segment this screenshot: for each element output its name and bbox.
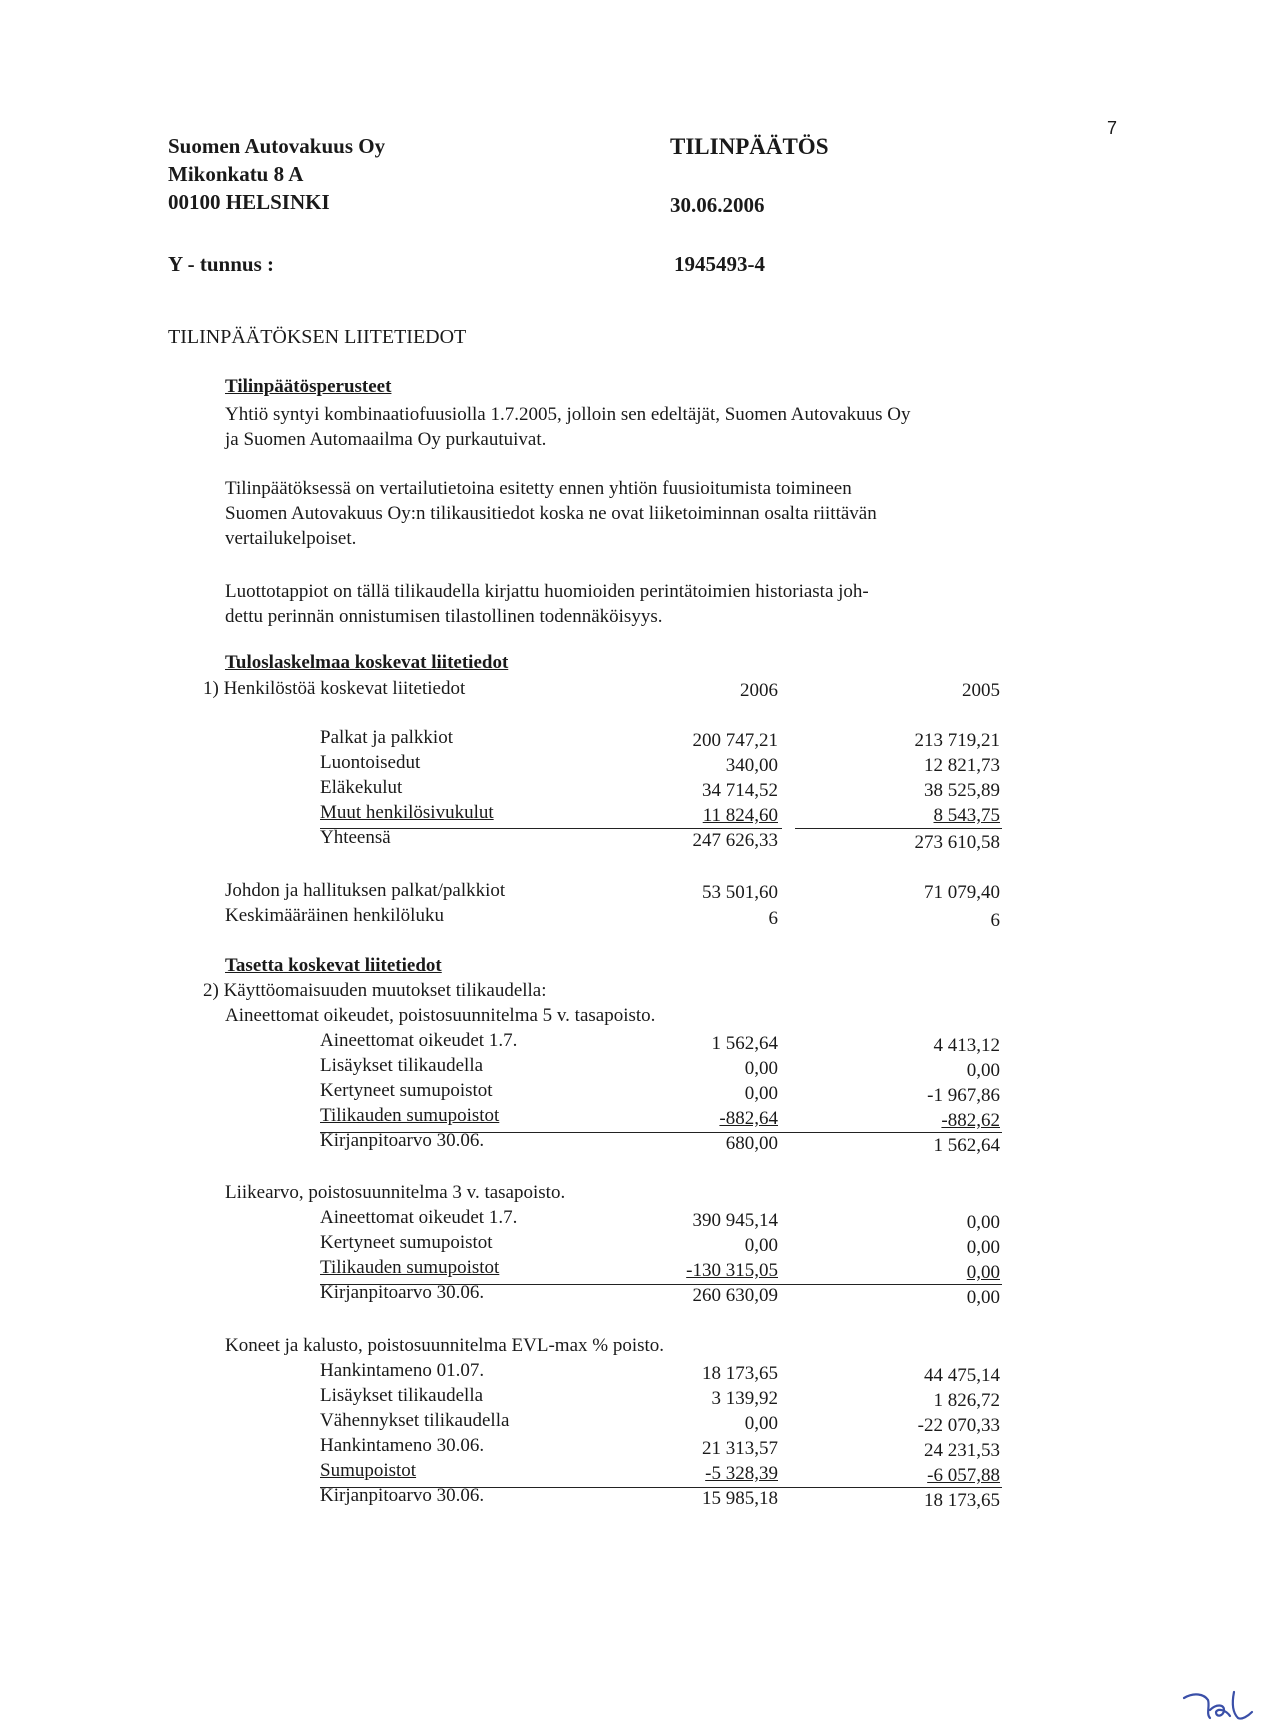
intangible-title: Aineettomat oikeudet, poistosuunnitelma 5 v. tasapoisto. xyxy=(225,1005,656,1026)
total-value-2005: 0,00 xyxy=(966,1287,1000,1308)
row-value-2005: 0,00 xyxy=(966,1212,1000,1233)
handwritten-initials xyxy=(1180,1688,1260,1728)
row-value-2005: 213 719,21 xyxy=(914,730,1000,751)
row-value-2006: 3 139,92 xyxy=(711,1388,778,1409)
basis-para2-line2: Suomen Autovakuus Oy:n tilikausitiedot koska ne ovat liiketoiminnan osalta riittävän xyxy=(225,503,877,524)
basis-heading: Tilinpäätösperusteet xyxy=(225,376,392,397)
row-label: Tilikauden sumupoistot xyxy=(320,1257,500,1278)
row-value-2006: 340,00 xyxy=(725,755,778,776)
basis-para2-line3: vertailukelpoiset. xyxy=(225,528,357,549)
row-value-2005: 1 826,72 xyxy=(933,1390,1000,1411)
total-value-2006: 260 630,09 xyxy=(692,1285,778,1306)
column-header-2006: 2006 xyxy=(740,680,778,701)
total-value-2006: 247 626,33 xyxy=(692,830,778,851)
row-value-2005: 0,00 xyxy=(966,1262,1000,1283)
row-label: Vähennykset tilikaudella xyxy=(320,1410,510,1431)
total-value-2005: 1 562,64 xyxy=(933,1135,1000,1156)
page-number: 7 xyxy=(1107,118,1118,138)
company-name: Suomen Autovakuus Oy xyxy=(168,134,386,158)
row-value-2006: 390 945,14 xyxy=(692,1210,778,1231)
row-label: Hankintameno 30.06. xyxy=(320,1435,485,1456)
row-label: Sumupoistot xyxy=(320,1460,417,1481)
row-value-2006: 21 313,57 xyxy=(702,1438,778,1459)
row-value-2006: 0,00 xyxy=(744,1235,778,1256)
basis-para3-line1: Luottotappiot on tällä tilikaudella kirjattu huomioiden perintätoimien historiasta joh- xyxy=(225,581,869,602)
row-value-2006: 1 562,64 xyxy=(711,1033,778,1054)
row-label: Luontoisedut xyxy=(320,752,421,773)
row-value-2005: -22 070,33 xyxy=(917,1415,1000,1436)
row-label: Eläkekulut xyxy=(320,777,403,798)
income-heading: Tuloslaskelmaa koskevat liitetiedot xyxy=(225,652,509,673)
basis-para3-line2: dettu perinnän onnistumisen tilastollinen todennäköisyys. xyxy=(225,606,663,627)
row-label: Kertyneet sumupoistot xyxy=(320,1080,493,1101)
row-value-2005: 24 231,53 xyxy=(924,1440,1000,1461)
row-value-2006: 18 173,65 xyxy=(702,1363,778,1384)
row-value-2005: 38 525,89 xyxy=(924,780,1000,801)
total-value-2006: 680,00 xyxy=(725,1133,778,1154)
income-item-label: 1) Henkilöstöä koskevat liitetiedot xyxy=(203,678,466,699)
total-label: Kirjanpitoarvo 30.06. xyxy=(320,1282,485,1303)
row-label: Muut henkilösivukulut xyxy=(320,802,494,823)
machinery-title: Koneet ja kalusto, poistosuunnitelma EVL-max % poisto. xyxy=(225,1335,665,1356)
row-label: Palkat ja palkkiot xyxy=(320,727,453,748)
row-value-2006: -130 315,05 xyxy=(686,1260,778,1281)
document-date: 30.06.2006 xyxy=(670,193,765,217)
total-divider xyxy=(795,828,1002,829)
section-title: TILINPÄÄTÖKSEN LIITETIEDOT xyxy=(168,326,467,348)
row-value-2005: 4 413,12 xyxy=(933,1035,1000,1056)
column-header-2005: 2005 xyxy=(962,680,1000,701)
document-title: TILINPÄÄTÖS xyxy=(670,134,829,159)
row-value-2006: 34 714,52 xyxy=(702,780,778,801)
row-value-2006: 200 747,21 xyxy=(692,730,778,751)
row-label: Aineettomat oikeudet 1.7. xyxy=(320,1207,518,1228)
goodwill-title: Liikearvo, poistosuunnitelma 3 v. tasapoisto. xyxy=(225,1182,566,1203)
basis-para1-line1: Yhtiö syntyi kombinaatiofuusiolla 1.7.2005, jolloin sen edeltäjät, Suomen Autovakuus Oy xyxy=(225,404,911,425)
row-value-2005: 71 079,40 xyxy=(924,882,1000,903)
row-value-2006: 0,00 xyxy=(744,1058,778,1079)
row-value-2005: 6 xyxy=(990,910,1000,931)
balance-item-label: 2) Käyttöomaisuuden muutokset tilikaudella: xyxy=(203,980,547,1001)
total-value-2005: 18 173,65 xyxy=(924,1490,1000,1511)
company-street: Mikonkatu 8 A xyxy=(168,162,304,186)
total-value-2006: 15 985,18 xyxy=(702,1488,778,1509)
row-value-2005: -882,62 xyxy=(941,1110,1000,1131)
row-value-2006: -882,64 xyxy=(719,1108,778,1129)
row-label: Hankintameno 01.07. xyxy=(320,1360,485,1381)
row-label: Johdon ja hallituksen palkat/palkkiot xyxy=(225,880,506,901)
row-value-2006: 6 xyxy=(768,908,778,929)
company-city: 00100 HELSINKI xyxy=(168,190,330,214)
basis-para2-line1: Tilinpäätöksessä on vertailutietoina esitetty ennen yhtiön fuusioitumista toimineen xyxy=(225,478,852,499)
row-label: Tilikauden sumupoistot xyxy=(320,1105,500,1126)
row-value-2006: 53 501,60 xyxy=(702,882,778,903)
row-value-2005: 0,00 xyxy=(966,1237,1000,1258)
ytunnus-value: 1945493-4 xyxy=(674,252,765,276)
row-value-2005: 12 821,73 xyxy=(924,755,1000,776)
row-value-2006: 11 824,60 xyxy=(702,805,778,826)
total-value-2005: 273 610,58 xyxy=(914,832,1000,853)
total-label: Kirjanpitoarvo 30.06. xyxy=(320,1130,485,1151)
row-label: Keskimääräinen henkilöluku xyxy=(225,905,444,926)
basis-para1-line2: ja Suomen Automaailma Oy purkautuivat. xyxy=(225,429,547,450)
row-label: Aineettomat oikeudet 1.7. xyxy=(320,1030,518,1051)
row-value-2005: 8 543,75 xyxy=(933,805,1000,826)
row-label: Lisäykset tilikaudella xyxy=(320,1055,484,1076)
row-value-2006: 0,00 xyxy=(744,1413,778,1434)
row-value-2005: -1 967,86 xyxy=(927,1085,1000,1106)
row-value-2005: 44 475,14 xyxy=(924,1365,1000,1386)
row-label: Kertyneet sumupoistot xyxy=(320,1232,493,1253)
total-label: Kirjanpitoarvo 30.06. xyxy=(320,1485,485,1506)
row-value-2005: 0,00 xyxy=(966,1060,1000,1081)
ytunnus-label: Y - tunnus : xyxy=(168,252,275,276)
balance-heading: Tasetta koskevat liitetiedot xyxy=(225,955,442,976)
row-value-2006: 0,00 xyxy=(744,1083,778,1104)
row-label: Lisäykset tilikaudella xyxy=(320,1385,484,1406)
row-value-2005: -6 057,88 xyxy=(927,1465,1000,1486)
row-value-2006: -5 328,39 xyxy=(705,1463,778,1484)
total-label: Yhteensä xyxy=(320,827,391,848)
